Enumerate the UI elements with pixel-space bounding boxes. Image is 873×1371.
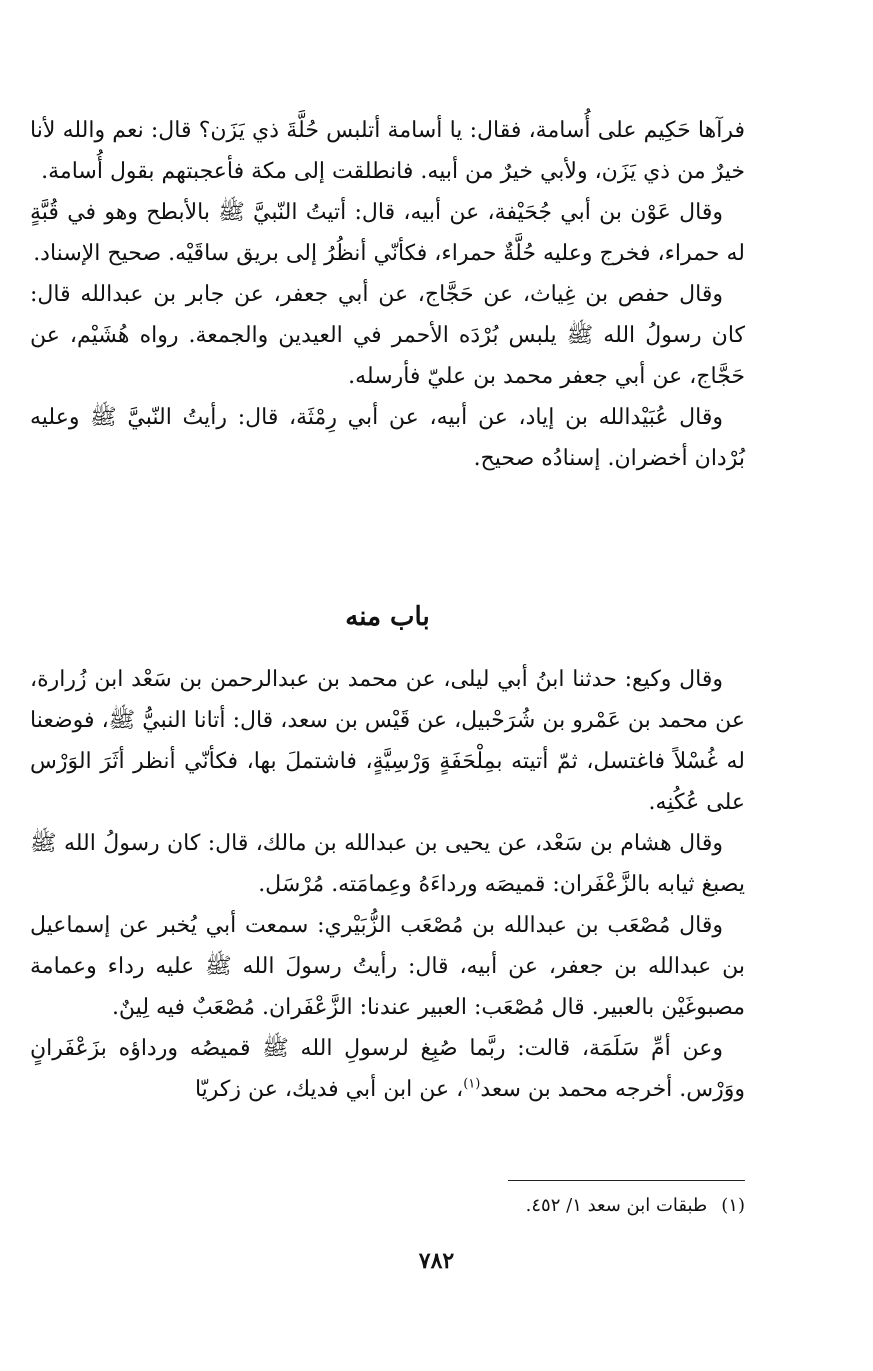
section-heading: باب منه	[345, 602, 430, 632]
bottom-text-block	[30, 659, 745, 1110]
footnote-text: طبقات ابن سعد ١/ ٤٥٢.	[525, 1195, 708, 1216]
paragraph: وقال عَوْن بن أبي جُحَيْفة، عن أبيه، قال: أتيتُ النّبيَّ ﷺ بالأبطح وهو في قُبَّةٍ له حمراء، فخرج وعليه حُلَّةٌ حمراء، فكأنّي أنظُرُ إلى بريق ساقَيْه. صحيح الإسناد.	[30, 200, 745, 266]
footnote-number: (١)	[721, 1195, 745, 1216]
footnote	[30, 1192, 745, 1220]
paragraph: وقال وكيع: حدثنا ابنُ أبي ليلى، عن محمد بن عبدالرحمن بن سَعْد ابن زُرارة، عن محمد بن عَمْرو بن شُرَحْبيل، عن قَيْس بن سعد، قال: أتانا النبيُّ ﷺ، فوضعنا له غُسْلاً فاغتسل، ثمّ أتيته بمِلْحَفَةٍ وَرْسِيَّةٍ، فاشتملَ بها، فكأنّي أنظر أثَرَ الوَرْس على عُكُنِه.	[30, 667, 745, 815]
paragraph: وقال هشام بن سَعْد، عن يحيى بن عبدالله بن مالك، قال: كان رسولُ الله ﷺ يصبغ ثيابه بالزَّعْفَران: قميصَه ورداءَهُ وعِمامَته. مُرْسَل.	[30, 831, 745, 897]
paragraph: وقال عُبَيْدالله بن إياد، عن أبيه، عن أبي رِمْثَة، قال: رأيتُ النّبيَّ ﷺ وعليه بُرْدان أخضران. إسنادُه صحيح.	[30, 405, 745, 471]
paragraph-with-footnote	[30, 1028, 745, 1110]
paragraph-text: وعن أمِّ سَلَمَة، قالت: ربَّما صُبِغ لرسولِ الله ﷺ قميصُه ورداؤه بزَعْفَرانٍ ووَرْس. أخرجه محمد بن سعد	[30, 1036, 745, 1102]
paragraph: فرآها حَكِيم على أُسامة، فقال: يا أسامة أتلبس حُلَّةَ ذي يَزَن؟ قال: نعم والله لأنا خيرٌ من ذي يَزَن، ولأبي خيرٌ من أبيه. فانطلقت إلى مكة فأعجبتهم بقول أُسامة.	[30, 118, 745, 184]
footnote-reference: (١)	[463, 1076, 481, 1092]
paragraph: وقال حفص بن غِياث، عن حَجَّاج، عن أبي جعفر، عن جابر بن عبدالله قال: كان رسولُ الله ﷺ يلبس بُرْدَه الأحمر في العيدين والجمعة. رواه هُشَيْم، عن حَجَّاج، عن أبي جعفر محمد بن عليّ فأرسله.	[30, 282, 745, 389]
top-text-block	[30, 110, 745, 479]
page-number: ٧٨٢	[418, 1248, 455, 1274]
footnote-divider	[508, 1180, 745, 1181]
paragraph: وقال مُصْعَب بن عبدالله بن مُصْعَب الزُّبَيْري: سمعت أبي يُخبر عن إسماعيل بن عبدالله بن جعفر، عن أبيه، قال: رأيتُ رسولَ الله ﷺ عليه رداء وعمامة مصبوغَيْن بالعبير. قال مُصْعَب: العبير عندنا: الزَّعْفَران. مُصْعَبٌ فيه لِينٌ.	[30, 913, 745, 1020]
paragraph-text-continued: ، عن ابن أبي فديك، عن زكريّا	[194, 1077, 464, 1102]
